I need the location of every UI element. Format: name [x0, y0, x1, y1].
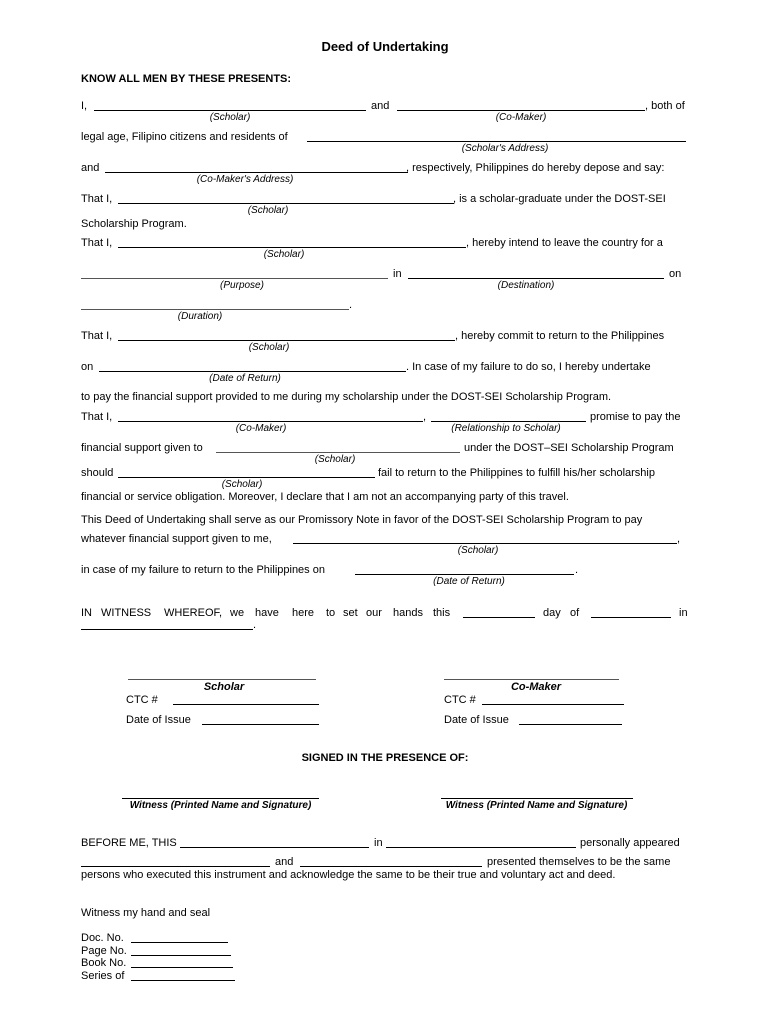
document-title: Deed of Undertaking: [321, 39, 449, 54]
p4-scholar-field[interactable]: [118, 203, 454, 204]
caption-p5-scholar: (Scholar): [263, 249, 305, 260]
p8-text: , hereby commit to return to the Philippines: [455, 330, 665, 342]
p15-text: This Deed of Undertaking shall serve as our Promissory Note in favor of the DOST-SEI Scholarship Program to pay: [81, 514, 643, 526]
witness-day: day: [543, 607, 561, 619]
witness1-signature-line[interactable]: [122, 798, 319, 799]
intro-heading: KNOW ALL MEN BY THESE PRESENTS:: [81, 73, 292, 85]
comaker-signature-line[interactable]: [444, 679, 619, 680]
notary-person2-field[interactable]: [300, 866, 482, 867]
series-of-field[interactable]: [131, 980, 235, 981]
duration-field[interactable]: [81, 309, 349, 310]
signed-presence-heading: SIGNED IN THE PRESENCE OF:: [301, 752, 469, 764]
p17-text: in case of my failure to return to the Philippines on: [81, 564, 325, 576]
caption-p17-date: (Date of Return): [433, 576, 505, 587]
notary-presented: presented themselves to be the same: [487, 856, 671, 868]
p9-text: . In case of my failure to do so, I hereby undertake: [406, 361, 651, 373]
p3-and: and: [81, 162, 100, 174]
p13-should: should: [81, 467, 114, 479]
relationship-field[interactable]: [431, 421, 586, 422]
witness-month-field[interactable]: [591, 617, 671, 618]
notary-person1-field[interactable]: [81, 866, 270, 867]
p12-text2: under the DOST–SEI Scholarship Program: [464, 442, 674, 454]
scholar-date-issue-field[interactable]: [202, 724, 319, 725]
comaker-date-issue-label: Date of Issue: [444, 714, 509, 726]
p8-that-i: That I,: [81, 330, 113, 342]
caption-scholar: (Scholar): [209, 112, 251, 123]
scholar-ctc-label: CTC #: [126, 694, 158, 706]
p16-text: whatever financial support given to me,: [81, 533, 272, 545]
p12-text1: financial support given to: [81, 442, 203, 454]
doc-no-field[interactable]: [131, 942, 228, 943]
p13-text: fail to return to the Philippines to fulfill his/her scholarship: [378, 467, 655, 479]
p14-text: financial or service obligation. Moreover, I declare that I am not an accompanying party of this travel.: [81, 491, 569, 503]
p4-that-i: That I,: [81, 193, 113, 205]
date-of-return-field[interactable]: [99, 371, 406, 372]
p4-text: , is a scholar-graduate under the DOST-SEI: [453, 193, 666, 205]
witness-hand-seal: Witness my hand and seal: [81, 907, 211, 919]
p2-text: legal age, Filipino citizens and residents of: [81, 131, 288, 143]
comaker-ctc-field[interactable]: [482, 704, 624, 705]
comaker-signature-label: Co-Maker: [510, 681, 562, 693]
p10-text: to pay the financial support provided to me during my scholarship under the DOST-SEI Scholarship Program.: [81, 391, 612, 403]
witness-w10: hands: [393, 607, 423, 619]
witness1-caption: Witness (Printed Name and Signature): [129, 800, 312, 811]
scholar-signature-line[interactable]: [128, 679, 316, 680]
p11-that-i: That I,: [81, 411, 113, 423]
p1-and: and: [371, 100, 390, 112]
caption-scholar-address: (Scholar's Address): [461, 143, 549, 154]
series-of-label: Series of: [81, 970, 125, 982]
caption-destination: (Destination): [497, 280, 555, 291]
p8-scholar-field[interactable]: [118, 340, 455, 341]
caption-date-of-return: (Date of Return): [209, 373, 281, 384]
p5-scholar-field[interactable]: [118, 247, 466, 248]
caption-p4-scholar: (Scholar): [247, 205, 289, 216]
witness-w5: have: [255, 607, 279, 619]
witness-w11: this: [433, 607, 451, 619]
p3-text: , respectively, Philippines do hereby depose and say:: [406, 162, 665, 174]
caption-comaker-address: (Co-Maker's Address): [196, 174, 294, 185]
notary-persons: persons who executed this instrument and acknowledge the same to be their true and voluntary act and deed.: [81, 869, 616, 881]
p13-scholar-field[interactable]: [118, 477, 375, 478]
book-no-field[interactable]: [131, 967, 233, 968]
p5-that-i: That I,: [81, 237, 113, 249]
caption-p8-scholar: (Scholar): [248, 342, 290, 353]
witness-day-field[interactable]: [463, 617, 535, 618]
witness-w3: WHEREOF,: [164, 607, 223, 619]
comaker-address-field[interactable]: [105, 172, 408, 173]
notary-appeared: personally appeared: [580, 837, 680, 849]
notary-place-field[interactable]: [386, 847, 576, 848]
doc-no-label: Doc. No.: [81, 932, 124, 944]
p9-on: on: [81, 361, 94, 373]
p6-on: on: [669, 268, 682, 280]
p16-comma: ,: [677, 533, 681, 545]
purpose-field[interactable]: [81, 278, 388, 279]
p11-text: promise to pay the: [590, 411, 681, 423]
p11-comma: ,: [423, 411, 427, 423]
p1-both-of: , both of: [645, 100, 685, 112]
p6-in: in: [393, 268, 402, 280]
destination-field[interactable]: [408, 278, 664, 279]
caption-purpose: (Purpose): [220, 280, 264, 291]
comaker-name-field[interactable]: [397, 110, 645, 111]
witness2-signature-line[interactable]: [441, 798, 633, 799]
witness-w6: here: [292, 607, 315, 619]
witness-w8: set: [343, 607, 358, 619]
witness-dot: .: [253, 619, 257, 631]
scholar-signature-label: Scholar: [203, 681, 245, 693]
p17-date-field[interactable]: [355, 574, 574, 575]
caption-p12-scholar: (Scholar): [314, 454, 356, 465]
p7-dot: .: [349, 299, 353, 311]
caption-p13-scholar: (Scholar): [221, 479, 263, 490]
scholar-date-issue-label: Date of Issue: [126, 714, 191, 726]
witness-in: in: [679, 607, 688, 619]
caption-p16-scholar: (Scholar): [457, 545, 499, 556]
p5-text: , hereby intend to leave the country for a: [466, 237, 663, 249]
notary-and: and: [275, 856, 294, 868]
p12-scholar-field[interactable]: [216, 452, 460, 453]
notary-in: in: [374, 837, 383, 849]
scholar-address-field[interactable]: [307, 141, 686, 142]
book-no-label: Book No.: [81, 957, 127, 969]
witness-place-field[interactable]: [81, 629, 253, 630]
p17-dot: .: [575, 564, 579, 576]
p11-comaker-field[interactable]: [118, 421, 423, 422]
witness-w7: to: [326, 607, 336, 619]
scholar-name-field[interactable]: [94, 110, 366, 111]
witness-w9: our: [366, 607, 382, 619]
page-no-label: Page No.: [81, 945, 127, 957]
caption-p11-comaker: (Co-Maker): [235, 423, 287, 434]
p1-i: I,: [81, 100, 88, 112]
witness-of: of: [570, 607, 580, 619]
witness-w4: we: [230, 607, 245, 619]
comaker-date-issue-field[interactable]: [519, 724, 622, 725]
witness-w2: WITNESS: [101, 607, 152, 619]
witness-w1: IN: [81, 607, 92, 619]
caption-comaker: (Co-Maker): [495, 112, 547, 123]
page-no-field[interactable]: [131, 955, 231, 956]
notary-before-me: BEFORE ME, THIS: [81, 837, 177, 849]
caption-duration: (Duration): [177, 311, 223, 322]
p16-scholar-field[interactable]: [293, 543, 677, 544]
scholar-ctc-field[interactable]: [173, 704, 319, 705]
p4-cont: Scholarship Program.: [81, 218, 187, 230]
notary-date-field[interactable]: [180, 847, 369, 848]
caption-relationship: (Relationship to Scholar): [451, 423, 561, 434]
comaker-ctc-label: CTC #: [444, 694, 476, 706]
witness2-caption: Witness (Printed Name and Signature): [445, 800, 628, 811]
